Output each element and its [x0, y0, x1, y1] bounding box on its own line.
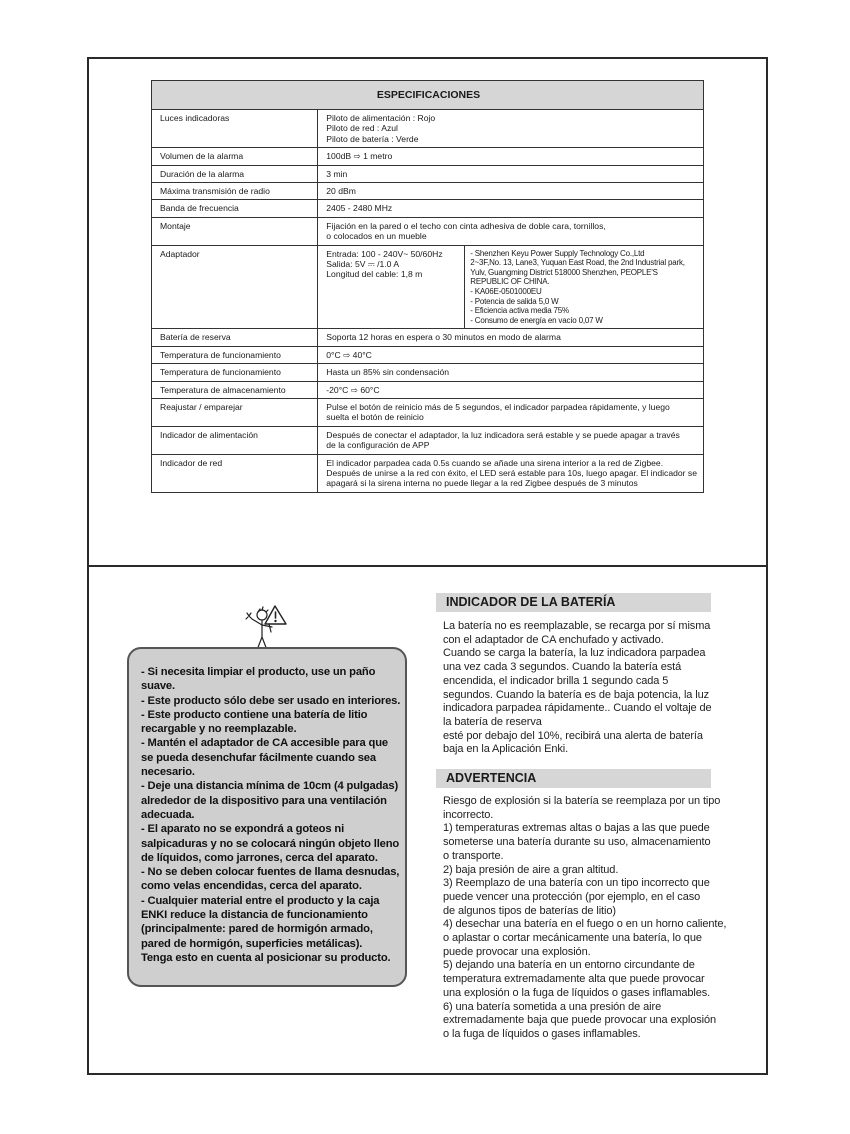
adapter-line: - Eficiencia activa media 75%: [470, 306, 569, 316]
spec-label: Indicador de red: [152, 454, 318, 492]
spec-value: [318, 245, 704, 329]
spec-value-line: Piloto de batería : Verde: [326, 133, 419, 144]
adapter-line: 2~3F,No. 13, Lane3, Yuquan East Road, the 2nd Industrial park,: [470, 258, 685, 268]
spec-row: [152, 364, 704, 381]
spec-label: Temperatura de funcionamiento: [152, 364, 318, 381]
spec-row: [152, 426, 704, 454]
adapter-line: Longitud del cable: 1,8 m: [326, 269, 423, 280]
advertencia-text-line: extremadamente baja que puede provocar una explosión: [443, 1014, 717, 1027]
battery-text-line: encendida, el indicador brilla 1 segundo cada 5: [443, 674, 669, 687]
battery-text-line: segundos. Cuando la batería es de baja potencia, la luz: [443, 688, 710, 701]
spec-value-line: Fijación en la pared o el techo con cinta adhesiva de doble cara, tornillos,: [326, 220, 606, 231]
warning-line: pared de hormigón, superficies metálicas).: [141, 937, 363, 950]
spec-value-line: Piloto de red : Azul: [326, 123, 398, 134]
battery-text-line: baja en la Aplicación Enki.: [443, 743, 569, 756]
spec-value: [318, 200, 704, 217]
spec-label: Temperatura de funcionamiento: [152, 346, 318, 363]
spec-value: [318, 329, 704, 346]
spec-value: [318, 346, 704, 363]
advertencia-text-line: puede provocar una explosión.: [443, 945, 591, 958]
spec-label: Luces indicadoras: [152, 110, 318, 148]
battery-text-line: Cuando se carga la batería, la luz indicadora parpadea: [443, 647, 706, 660]
advertencia-text-line: 4) desechar una batería en el fuego o en un horno caliente,: [443, 918, 727, 931]
warning-line: necesario.: [141, 766, 195, 779]
advertencia-text-line: Riesgo de explosión si la batería se reemplaza por un tipo: [443, 795, 721, 807]
adapter-line: REPUBLIC OF CHINA.: [470, 277, 550, 287]
advertencia-text-line: someterse una batería durante su uso, almacenamiento: [443, 836, 711, 849]
spec-label: Temperatura de almacenamiento: [152, 381, 318, 398]
advertencia-text-line: puede vencer una protección (por ejemplo, en el caso: [443, 890, 701, 903]
advertencia-text-line: 6) una batería sometida a una presión de aire: [443, 1000, 662, 1013]
spec-value-line: Hasta un 85% sin condensación: [326, 367, 450, 378]
advertencia-text-line: 2) baja presión de aire a gran altitud.: [443, 863, 619, 876]
advertencia-text-line: 3) Reemplazo de una batería con un tipo incorrecto que: [443, 877, 710, 890]
spec-value-line: El indicador parpadea cada 0.5s cuando se añade una sirena interior a la red de Zigbee.: [326, 457, 664, 468]
advertencia-text-line: o la fuga de líquidos o gases inflamables.: [443, 1027, 641, 1040]
adapter-line: - KA06E-0501000EU: [470, 287, 542, 297]
spec-row: [152, 110, 704, 148]
spec-label: Adaptador: [152, 245, 318, 329]
spec-value-line: Después de conectar el adaptador, la luz indicadora será estable y se puede apagar a través: [326, 429, 680, 440]
advertencia-title: ADVERTENCIA: [436, 769, 711, 788]
advertencia-text-line: 1) temperaturas extremas altas o bajas a las que puede: [443, 822, 710, 835]
section-divider: [87, 565, 768, 567]
spec-row: [152, 381, 704, 398]
warning-line: - Este producto contiene una batería de litio: [141, 708, 368, 721]
warning-line: - No se deben colocar fuentes de llama desnudas,: [141, 866, 400, 879]
adapter-line: Yulv, Guangming District 518000 Shenzhen, PEOPLE'S: [470, 267, 658, 277]
safety-warning-box: [127, 647, 407, 987]
warning-line: salpicaduras y no se colocará ningún objeto lleno: [141, 837, 400, 850]
adapter-electrical: [326, 249, 456, 326]
spec-value-line: Soporta 12 horas en espera o 30 minutos en modo de alarma: [326, 332, 561, 343]
warning-line: de líquidos, como jarrones, cerca del aparato.: [141, 851, 378, 864]
spec-value-line: 100dB ⇨ 1 metro: [326, 151, 393, 162]
spec-value-line: suelta el botón de reinicio: [326, 412, 424, 423]
warning-line: - Mantén el adaptador de CA accesible para que: [141, 737, 388, 750]
spec-value: [318, 148, 704, 165]
spec-value-line: 3 min: [326, 168, 348, 179]
advertencia-text-line: o transporte.: [443, 849, 504, 862]
advertencia-text-line: temperatura extremadamente alta que puede provocar: [443, 973, 705, 986]
spec-label: Duración de la alarma: [152, 165, 318, 182]
spec-label: Reajustar / emparejar: [152, 399, 318, 427]
spec-value: [318, 426, 704, 454]
battery-indicator-title: INDICADOR DE LA BATERÍA: [436, 593, 711, 612]
spec-value-line: 0°C ⇨ 40°C: [326, 349, 372, 360]
spec-label: Banda de frecuencia: [152, 200, 318, 217]
spec-row: [152, 329, 704, 346]
spec-row: [152, 148, 704, 165]
spec-value-line: -20°C ⇨ 60°C: [326, 384, 380, 395]
battery-text-line: esté por debajo del 10%, recibirá una alerta de batería: [443, 729, 703, 742]
spec-value-line: Pulse el botón de reinicio más de 5 segundos, el indicador parpadea rápidamente, y luego: [326, 402, 670, 413]
spec-value-line: apagará si la sirena interna no puede llegar a la red Zigbee después de 3 minutos: [326, 478, 638, 489]
spec-label: Indicador de alimentación: [152, 426, 318, 454]
spec-label: Volumen de la alarma: [152, 148, 318, 165]
spec-value-line: Piloto de alimentación : Rojo: [326, 113, 436, 123]
adapter-line: - Potencia de salida 5,0 W: [470, 296, 559, 306]
spec-value-line: de la configuración de APP: [326, 440, 430, 451]
warning-line: - Deje una distancia mínima de 10cm (4 pulgadas): [141, 780, 399, 793]
spec-label: Montaje: [152, 217, 318, 245]
spec-value-line: Después de unirse a la red con éxito, el LED será estable para 10s, luego apagar. El indicador se: [326, 468, 697, 479]
warning-line: Tenga esto en cuenta al posicionar su producto.: [141, 951, 391, 964]
spec-row: [152, 217, 704, 245]
specifications-title: ESPECIFICACIONES: [152, 81, 704, 110]
spec-row-adaptador: [152, 245, 704, 329]
advertencia-text-line: incorrecto.: [443, 808, 494, 821]
advertencia-text-line: una explosión o la fuga de líquidos o gases inflamables.: [443, 986, 711, 999]
battery-text-line: con el adaptador de CA enchufado y activado.: [443, 633, 664, 646]
advertencia-text-line: de algunos tipos de baterías de litio): [443, 904, 616, 917]
spec-value: [318, 165, 704, 182]
advertencia-text-line: 5) dejando una batería en un entorno circundante de: [443, 959, 695, 972]
battery-text-line: La batería no es reemplazable, se recarga por sí misma: [443, 620, 711, 632]
adapter-line: Entrada: 100 - 240V~ 50/60Hz: [326, 248, 443, 259]
spec-row: [152, 454, 704, 492]
spec-row: [152, 346, 704, 363]
adapter-manufacturer: [464, 246, 685, 329]
battery-indicator-text: [443, 620, 728, 757]
spec-value: [318, 381, 704, 398]
spec-row: [152, 183, 704, 200]
spec-value-line: o colocados en un mueble: [326, 231, 427, 242]
adapter-line: - Consumo de energía en vacío 0,07 W: [470, 315, 603, 325]
adapter-line: Salida: 5V ⎓ /1.0 A: [326, 259, 400, 270]
spec-label: Batería de reserva: [152, 329, 318, 346]
spec-value: [318, 217, 704, 245]
warning-line: - Si necesita limpiar el producto, use un paño: [141, 666, 376, 678]
warning-line: - Este producto sólo debe ser usado en interiores.: [141, 694, 401, 707]
adapter-line: - Shenzhen Keyu Power Supply Technology Co.,Ltd: [470, 248, 645, 258]
warning-line: ENKI reduce la distancia de funcionamiento: [141, 909, 368, 922]
spec-row: [152, 399, 704, 427]
battery-text-line: una vez cada 3 segundos. Cuando la batería está: [443, 661, 682, 674]
warning-line: recargable y no reemplazable.: [141, 723, 297, 736]
warning-line: (principalmente: pared de hormigón armado,: [141, 923, 373, 936]
spec-value: [318, 364, 704, 381]
spec-label: Máxima transmisión de radio: [152, 183, 318, 200]
warning-line: alrededor de la dispositivo para una ventilación: [141, 794, 387, 807]
battery-text-line: la batería de reserva: [443, 715, 542, 728]
battery-text-line: indicadora parpadea rápidamente.. Cuando el voltaje de: [443, 702, 712, 715]
spec-value-line: 2405 - 2480 MHz: [326, 203, 393, 214]
spec-value-line: 20 dBm: [326, 186, 356, 197]
spec-value: [318, 454, 704, 492]
advertencia-text: [443, 795, 728, 1042]
warning-line: como velas encendidas, cerca del aparato.: [141, 880, 362, 893]
warning-line: - Cualquier material entre el producto y la caja: [141, 894, 380, 907]
spec-row: [152, 165, 704, 182]
warning-line: adecuada.: [141, 808, 195, 821]
warning-line: - El aparato no se expondrá a goteos ni: [141, 823, 345, 836]
warning-line: se pueda desenchufar fácilmente cuando sea: [141, 751, 376, 764]
specifications-table: [151, 80, 704, 493]
spec-value: [318, 110, 704, 148]
spec-value: [318, 399, 704, 427]
spec-value: [318, 183, 704, 200]
spec-row: [152, 200, 704, 217]
advertencia-text-line: o aplastar o cortar mecánicamente una batería, lo que: [443, 932, 702, 945]
warning-line: suave.: [141, 680, 175, 693]
